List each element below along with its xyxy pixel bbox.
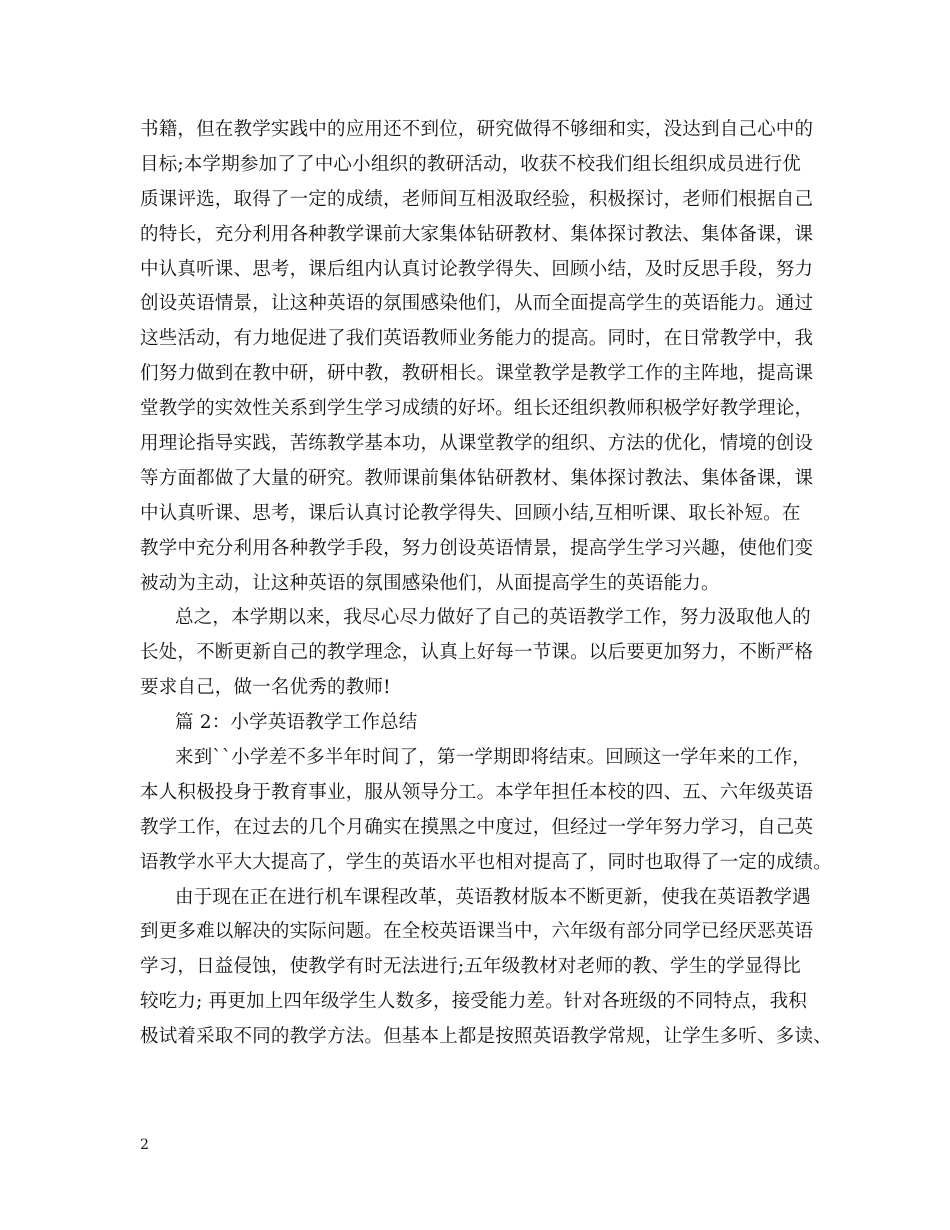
text-line: 极试着采取不同的教学方法。但基本上都是按照英语教学常规，让学生多听、多读、 (140, 1026, 832, 1048)
text-line: 较吃力; 再更加上四年级学生人数多，接受能力差。针对各班级的不同特点，我积 (140, 991, 808, 1013)
text-line: 要求自己，做一名优秀的教师! (140, 677, 391, 699)
text-line: 目标;本学期参加了了中心小组织的教研活动，收获不校我们组长组织成员进行优 (140, 153, 801, 175)
text-line: 堂教学的实效性关系到学生学习成绩的好坏。组长还组织教师积极学好教学理论， (140, 398, 814, 420)
paragraph-first-line: 由于现在正在进行机车课程改革，英语教材版本不断更新，使我在英语教学遇 (175, 886, 811, 908)
text-line: 们努力做到在教中研，研中教，教研相长。课堂教学是教学工作的主阵地，提高课 (140, 363, 814, 385)
page-number: 2 (140, 1137, 149, 1153)
text-line: 等方面都做了大量的研究。教师课前集体钻研教材、集体探讨教法、集体备课，课 (140, 467, 814, 489)
text-line: 到更多难以解决的实际问题。在全校英语课当中，六年级有部分同学已经厌恶英语 (140, 921, 814, 943)
text-line: 教学工作，在过去的几个月确实在摸黑之中度过，但经过一学年努力学习，自己英 (140, 816, 814, 838)
section-heading: 篇 2：小学英语教学工作总结 (175, 712, 418, 734)
text-line: 书籍，但在教学实践中的应用还不到位，研究做得不够细和实，没达到自己心中的 (140, 119, 814, 140)
paragraph-first-line: 来到``小学差不多半年时间了，第一学期即将结束。回顾这一学年来的工作， (175, 747, 812, 769)
document-body (140, 113, 832, 1055)
text-line: 创设英语情景，让这种英语的氛围感染他们，从而全面提高学生的英语能力。通过 (140, 293, 814, 315)
text-line: 中认真听课、思考，课后认真讨论教学得失、回顾小结,互相听课、取长补短。在 (140, 502, 801, 524)
text-line: 的特长，充分利用各种教学课前大家集体钻研教材、集体探讨教法、集体备课，课 (140, 223, 814, 245)
text-line: 本人积极投身于教育事业，服从领导分工。本学年担任本校的四、五、六年级英语 (140, 781, 814, 803)
text-line: 语教学水平大大提高了，学生的英语水平也相对提高了，同时也取得了一定的成绩。 (140, 851, 832, 873)
text-line: 学习，日益侵蚀，使教学有时无法进行;五年级教材对老师的教、学生的学显得比 (140, 956, 801, 978)
text-line: 这些活动，有力地促进了我们英语教师业务能力的提高。同时，在日常教学中，我 (140, 328, 814, 350)
text-line: 用理论指导实践，苦练教学基本功，从课堂教学的组织、方法的优化，情境的创设 (140, 433, 814, 455)
text-line: 被动为主动，让这种英语的氛围感染他们，从面提高学生的英语能力。 (140, 572, 720, 594)
text-line: 质课评选，取得了一定的成绩，老师间互相汲取经验，积极探讨，老师们根据自己 (140, 188, 814, 210)
paragraph-first-line: 总之，本学期以来，我尽心尽力做好了自己的英语教学工作，努力汲取他人的 (175, 607, 811, 629)
text-line: 长处，不断更新自己的教学理念，认真上好每一节课。以后要更加努力，不断严格 (140, 642, 814, 664)
text-line: 教学中充分利用各种教学手段，努力创设英语情景，提高学生学习兴趣，使他们变 (140, 537, 814, 559)
text-line: 中认真听课、思考，课后组内认真讨论教学得失、回顾小结，及时反思手段，努力 (140, 258, 814, 280)
